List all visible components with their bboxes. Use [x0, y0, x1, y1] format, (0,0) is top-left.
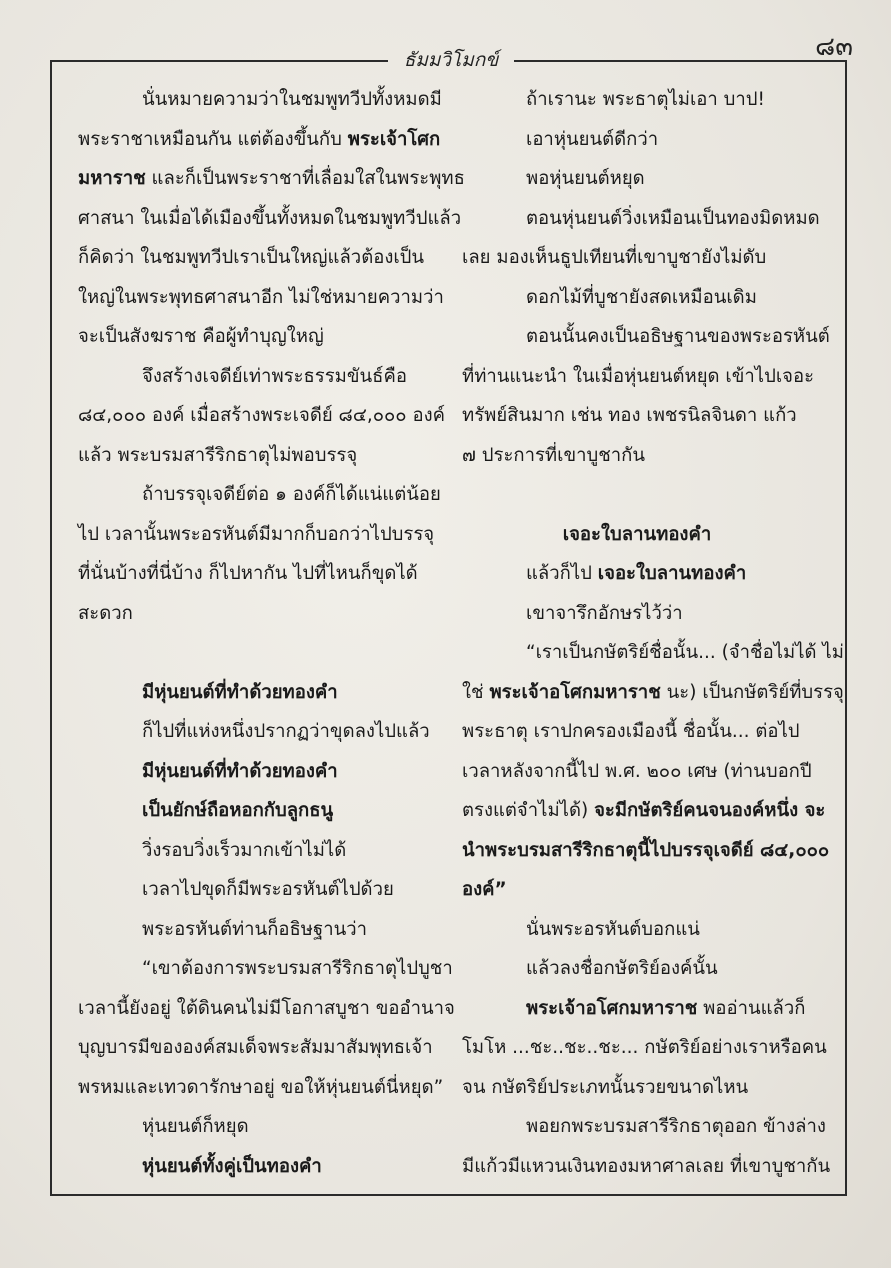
running-header: ธัมมวิโมกข์ — [403, 49, 499, 71]
paragraph-gap — [78, 633, 438, 673]
left-column — [78, 80, 465, 1186]
text-line — [462, 989, 812, 1029]
text-line: นำพระบรมสารีริกธาตุนี้ไปบรรจุเจดีย์ ๘๔,๐๐๐ — [462, 839, 830, 861]
text-line: องค์” — [462, 879, 507, 900]
frame-top-rule-right — [514, 60, 845, 62]
text-line: มีหุ่นยนต์ที่ทำด้วยทองคำ — [142, 681, 338, 703]
text-line: นั่นหมายความว่าในชมพูทวีปทั้งหมดมี — [142, 89, 442, 110]
bold-text: พระเจ้าโศก — [347, 128, 441, 150]
text-line: แล้วลงชื่อกษัตริย์องค์นั้น — [526, 958, 718, 979]
text-line: ถ้าเรานะ พระธาตุไม่เอา บาป! — [526, 89, 765, 110]
bold-text: จะมีกษัตริย์คนจนองค์หนึ่ง จะ — [594, 800, 826, 821]
text-line: พอยกพระบรมสารีริกธาตุออก ข้างล่าง — [526, 1116, 826, 1137]
text-line — [78, 159, 465, 199]
text-line: พระอรหันต์ท่านก็อธิษฐานว่า — [142, 918, 368, 940]
text-line: เวลาไปขุดก็มีพระอรหันต์ไปด้วย — [142, 879, 394, 900]
text-line: ไป เวลานั้นพระอรหันต์มีมากก็บอกว่าไปบรรจุ — [78, 523, 435, 545]
text-line: มีหุ่นยนต์ที่ทำด้วยทองคำ — [142, 760, 338, 782]
text-line: เวลานี้ยังอยู่ ใต้ดินคนไม่มีโอกาสบูชา ขออำนาจ — [78, 997, 455, 1019]
bold-text: พระเจ้าอโศกมหาราช — [489, 681, 661, 703]
text-line — [462, 791, 826, 831]
text-line: “เขาต้องการพระบรมสารีริกธาตุไปบูชา — [142, 958, 453, 979]
text-line: พระธาตุ เราปกครองเมืองนี้ ชื่อนั้น... ต่อไป — [462, 721, 800, 742]
text-line: จะเป็นสังฆราช คือผู้ทำบุญใหญ่ — [78, 326, 324, 347]
text-line: ที่ท่านแนะนำ ในเมื่อหุ่นยนต์หยุด เข้าไปเจอะ — [462, 365, 815, 387]
text-line: ตอนนั้นคงเป็นอธิษฐานของพระอรหันต์ — [526, 326, 830, 347]
text-line: บุญบารมีขององค์สมเด็จพระสัมมาสัมพุทธเจ้า — [78, 1037, 433, 1058]
text-span: พระราชาเหมือนกัน แต่ต้องขึ้นกับ — [78, 128, 348, 150]
text-line: สะดวก — [78, 602, 133, 624]
text-line — [462, 673, 844, 713]
text-span: พออ่านแล้วก็ — [697, 997, 806, 1019]
bold-text: พระเจ้าอโศกมหาราช — [526, 997, 698, 1019]
right-column — [462, 80, 844, 1186]
text-line — [78, 120, 441, 160]
text-span: และก็เป็นพระราชาที่เลื่อมใสในพระพุทธ — [145, 168, 465, 189]
text-line: ๘๔,๐๐๐ องค์ เมื่อสร้างพระเจดีย์ ๘๔,๐๐๐ องค์ — [78, 405, 445, 426]
text-span: แล้วก็ไป — [526, 563, 598, 584]
text-line — [462, 554, 812, 594]
text-line: โมโห ...ชะ..ชะ..ชะ... กษัตริย์อย่างเราหรือคน — [462, 1037, 827, 1058]
page-number: ๘๓ — [815, 32, 853, 62]
text-line: ทรัพย์สินมาก เช่น ทอง เพชรนิลจินดา แก้ว — [462, 405, 797, 426]
frame-top-rule-left — [50, 60, 388, 62]
text-line: ก็คิดว่า ในชมพูทวีปเราเป็นใหญ่แล้วต้องเป็น — [78, 247, 425, 268]
text-line: เป็นยักษ์ถือหอกกับลูกธนู — [142, 800, 334, 821]
text-line: ถ้าบรรจุเจดีย์ต่อ ๑ องค์ก็ได้แน่แต่น้อย — [142, 484, 441, 505]
text-line: หุ่นยนต์ทั้งคู่เป็นทองคำ — [142, 1155, 322, 1177]
text-line: ใหญ่ในพระพุทธศาสนาอีก ไม่ใช่หมายความว่า — [78, 286, 444, 308]
bold-text: มหาราช — [78, 168, 146, 189]
text-span: ตรงแต่จำไม่ได้) — [462, 800, 595, 821]
text-line: ตอนหุ่นยนต์วิ่งเหมือนเป็นทองมิดหมด — [526, 207, 820, 229]
text-line: เลย มองเห็นธูปเทียนที่เขาบูชายังไม่ดับ — [462, 247, 767, 268]
text-line: พอหุ่นยนต์หยุด — [526, 168, 645, 189]
text-line: ๗ ประการที่เขาบูชากัน — [462, 444, 646, 466]
text-span: นะ) เป็นกษัตริย์ที่บรรจุ — [660, 681, 844, 703]
text-line: เขาจารึกอักษรไว้ว่า — [526, 602, 683, 624]
text-line: เอาหุ่นยนต์ดีกว่า — [526, 128, 659, 150]
text-line: เวลาหลังจากนี้ไป พ.ศ. ๒๐๐ เศษ (ท่านบอกปี — [462, 760, 812, 782]
text-line: ที่นั่นบ้างที่นี่บ้าง ก็ไปหากัน ไปที่ไหนก็ขุดได้ — [78, 563, 418, 584]
text-line: ก็ไปที่แห่งหนึ่งปรากฏว่าขุดลงไปแล้ว — [142, 721, 430, 742]
text-line: ดอกไม้ที่บูชายังสดเหมือนเดิม — [526, 286, 757, 308]
text-line: ศาสนา ในเมื่อได้เมืองขึ้นทั้งหมดในชมพูทวีปแล้ว — [78, 207, 462, 229]
paragraph-gap — [462, 475, 812, 515]
text-line: วิ่งรอบวิ่งเร็วมากเข้าไม่ได้ — [142, 839, 347, 861]
text-span: ใช่ — [462, 681, 490, 703]
text-line: จึงสร้างเจดีย์เท่าพระธรรมขันธ์คือ — [142, 365, 407, 387]
text-line: แล้ว พระบรมสารีริกธาตุไม่พอบรรจุ — [78, 444, 358, 466]
text-line: หุ่นยนต์ก็หยุด — [142, 1116, 249, 1137]
section-heading: เจอะใบลานทองคำ — [562, 523, 712, 545]
text-line: จน กษัตริย์ประเภทนั้นรวยขนาดไหน — [462, 1076, 749, 1098]
bold-text: เจอะใบลานทองคำ — [597, 563, 747, 584]
text-line: พรหมและเทวดารักษาอยู่ ขอให้หุ่นยนต์นี่หยุด” — [78, 1076, 444, 1098]
text-line: มีแก้วมีแหวนเงินทองมหาศาลเลย ที่เขาบูชากัน — [462, 1155, 831, 1177]
text-line: นั่นพระอรหันต์บอกแน่ — [526, 918, 700, 940]
text-line: “เราเป็นกษัตริย์ชื่อนั้น... (จำชื่อไม่ได้ ไม่ — [526, 642, 844, 663]
